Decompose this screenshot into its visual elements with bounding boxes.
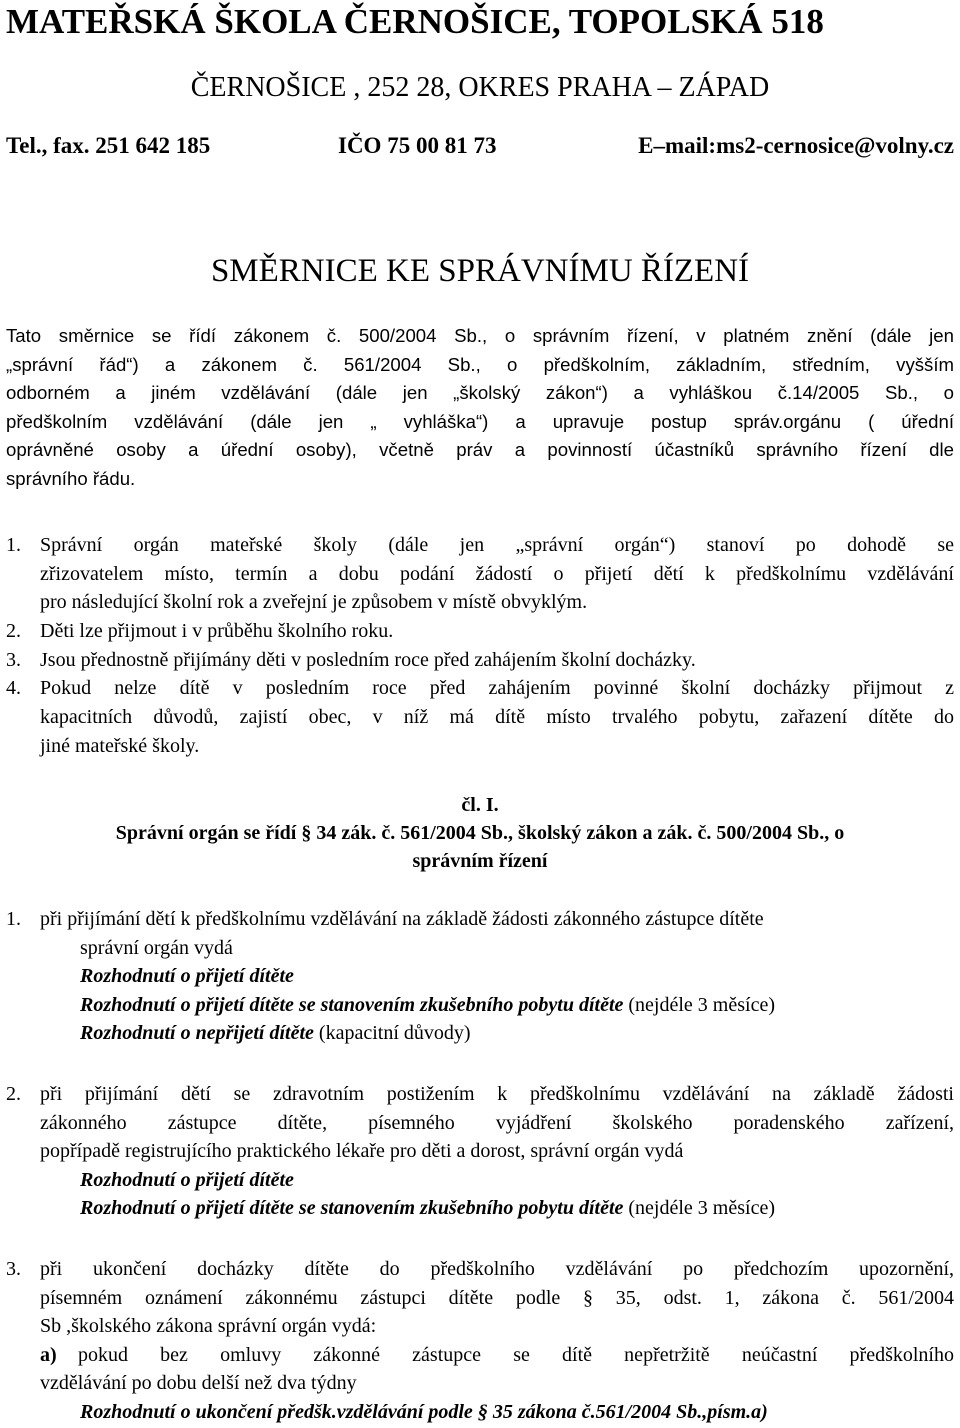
decision-admission-trial: Rozhodnutí o přijetí dítěte se stanovením zkušebního pobytu dítěte	[80, 1197, 624, 1220]
subitem-label: a)	[40, 1343, 57, 1366]
article-title: správním řízení	[412, 850, 548, 872]
intro-paragraph	[6, 322, 954, 494]
section-text: při přijímání dětí k předškolnímu vzdělávání na základě žádosti zákonného zástupce dítěte	[40, 908, 764, 930]
section-number: 3.	[6, 1258, 21, 1280]
intro-line: oprávněné osoby a úřední osoby), včetně práv a povinností účastníků správního řízení dle	[6, 439, 954, 461]
decision-admission: Rozhodnutí o přijetí dítěte	[80, 1168, 294, 1191]
section-number: 1.	[6, 908, 21, 930]
item-line: zřizovatelem místo, termín a dobu podání žádostí o přijetí dětí k předškolnímu vzdělávání	[40, 562, 954, 585]
ico-number: IČO 75 00 81 73	[338, 133, 497, 158]
intro-line: odborném a jiném vzdělávání (dále jen „školský zákon“) a vyhláškou č.14/2005 Sb., o	[6, 382, 954, 404]
section-text: popřípadě registrujícího praktického lékaře pro děti a dorost, správní orgán vydá	[40, 1140, 684, 1163]
section-3	[6, 1255, 954, 1427]
section-text: Sb ,školského zákona správní orgán vydá:	[40, 1315, 377, 1338]
phone-fax: Tel., fax. 251 642 185	[6, 133, 211, 158]
section-first-line	[6, 1080, 954, 1109]
article-number: čl. I.	[461, 794, 499, 816]
list-item	[6, 646, 954, 675]
section-2	[6, 1080, 954, 1223]
section-text: písemném oznámení zákonnému zástupci dítěte podle § 35, odst. 1, zákona č. 561/2004	[40, 1286, 954, 1309]
item-line: Děti lze přijmout i v průběhu školního roku.	[40, 620, 394, 643]
decision-line	[6, 1194, 954, 1223]
decision-admission-trial: Rozhodnutí o přijetí dítěte se stanovením zkušebního pobytu dítěte	[80, 993, 624, 1016]
email-address[interactable]: E–mail:ms2-cernosice@volny.cz	[638, 133, 954, 158]
item-number: 2.	[6, 620, 21, 643]
section-number: 2.	[6, 1083, 21, 1105]
decision-termination: Rozhodnutí o ukončení předšk.vzdělávání podle § 35 zákona č.561/2004 Sb.,písm.a)	[80, 1400, 768, 1423]
decision-rejection: Rozhodnutí o nepřijetí dítěte	[80, 1022, 314, 1045]
item-number: 3.	[6, 648, 21, 671]
item-line: Jsou přednostně přijímány děti v posledním roce před zahájením školní docházky.	[40, 648, 696, 671]
list-item	[6, 617, 954, 646]
decision-admission: Rozhodnutí o přijetí dítěte	[80, 965, 294, 988]
section-first-line	[6, 905, 954, 934]
item-number: 4.	[6, 677, 21, 700]
article-title: Správní orgán se řídí § 34 zák. č. 561/2004 Sb., školský zákon a zák. č. 500/2004 Sb., o	[115, 822, 845, 844]
section-text: při přijímání dětí se zdravotním postižením k předškolnímu vzdělávání na základě žádosti	[40, 1083, 954, 1105]
intro-line: správního řádu.	[6, 467, 136, 489]
subitem-text: vzdělávání po dobu delší než dva týdny	[40, 1372, 357, 1395]
item-line: kapacitních důvodů, zajistí obec, v níž má dítě místo trvalého pobytu, zařazení dítěte do	[40, 706, 954, 729]
list-item	[6, 674, 954, 760]
item-line: Pokud nelze dítě v posledním roce před zahájením povinné školní docházky přijmout z	[40, 677, 954, 700]
section-1	[6, 905, 954, 1048]
intro-line: „správní řád“) a zákonem č. 561/2004 Sb., o předškolním, základním, středním, vyšším	[6, 353, 954, 375]
subitem-first-line	[6, 1341, 954, 1370]
item-line: jiné mateřské školy.	[40, 734, 200, 757]
item-line: Správní orgán mateřské školy (dále jen „správní orgán“) stanoví po dohodě se	[40, 534, 954, 556]
decision-note: (nejdéle 3 měsíce)	[623, 993, 775, 1016]
general-rules-list	[6, 531, 954, 761]
decision-line	[6, 1398, 954, 1427]
item-number: 1.	[6, 534, 21, 556]
document-title: SMĚRNICE KE SPRÁVNÍMU ŘÍZENÍ	[210, 253, 750, 289]
decision-line	[6, 962, 954, 991]
decision-line	[6, 1166, 954, 1195]
section-text: při ukončení docházky dítěte do předškolního vzdělávání po předchozím upozornění,	[40, 1258, 954, 1280]
school-address: ČERNOŠICE , 252 28, OKRES PRAHA – ZÁPAD	[190, 72, 770, 103]
section-first-line	[6, 1255, 954, 1284]
section-text: správní orgán vydá	[80, 936, 233, 959]
section-text: zákonného zástupce dítěte, písemného vyjádření školského poradenského zařízení,	[40, 1111, 954, 1134]
item-line: pro následující školní rok a zveřejní je způsobem v místě obvyklým.	[40, 591, 588, 614]
school-name: MATEŘSKÁ ŠKOLA ČERNOŠICE, TOPOLSKÁ 518	[6, 2, 824, 41]
subitem-text: pokud bez omluvy zákonné zástupce se dítě nepřetržitě neúčastní předškolního	[78, 1343, 954, 1366]
intro-line: předškolním vzdělávání (dále jen „ vyhláška“) a upravuje postup správ.orgánu ( úřední	[6, 410, 954, 432]
decision-line	[6, 991, 954, 1020]
list-item	[6, 531, 954, 617]
decision-note: (nejdéle 3 měsíce)	[623, 1197, 775, 1220]
intro-line: Tato směrnice se řídí zákonem č. 500/2004 Sb., o správním řízení, v platném znění (dále jen	[6, 325, 954, 346]
decision-line	[6, 1019, 954, 1048]
decision-note: (kapacitní důvody)	[313, 1022, 471, 1045]
